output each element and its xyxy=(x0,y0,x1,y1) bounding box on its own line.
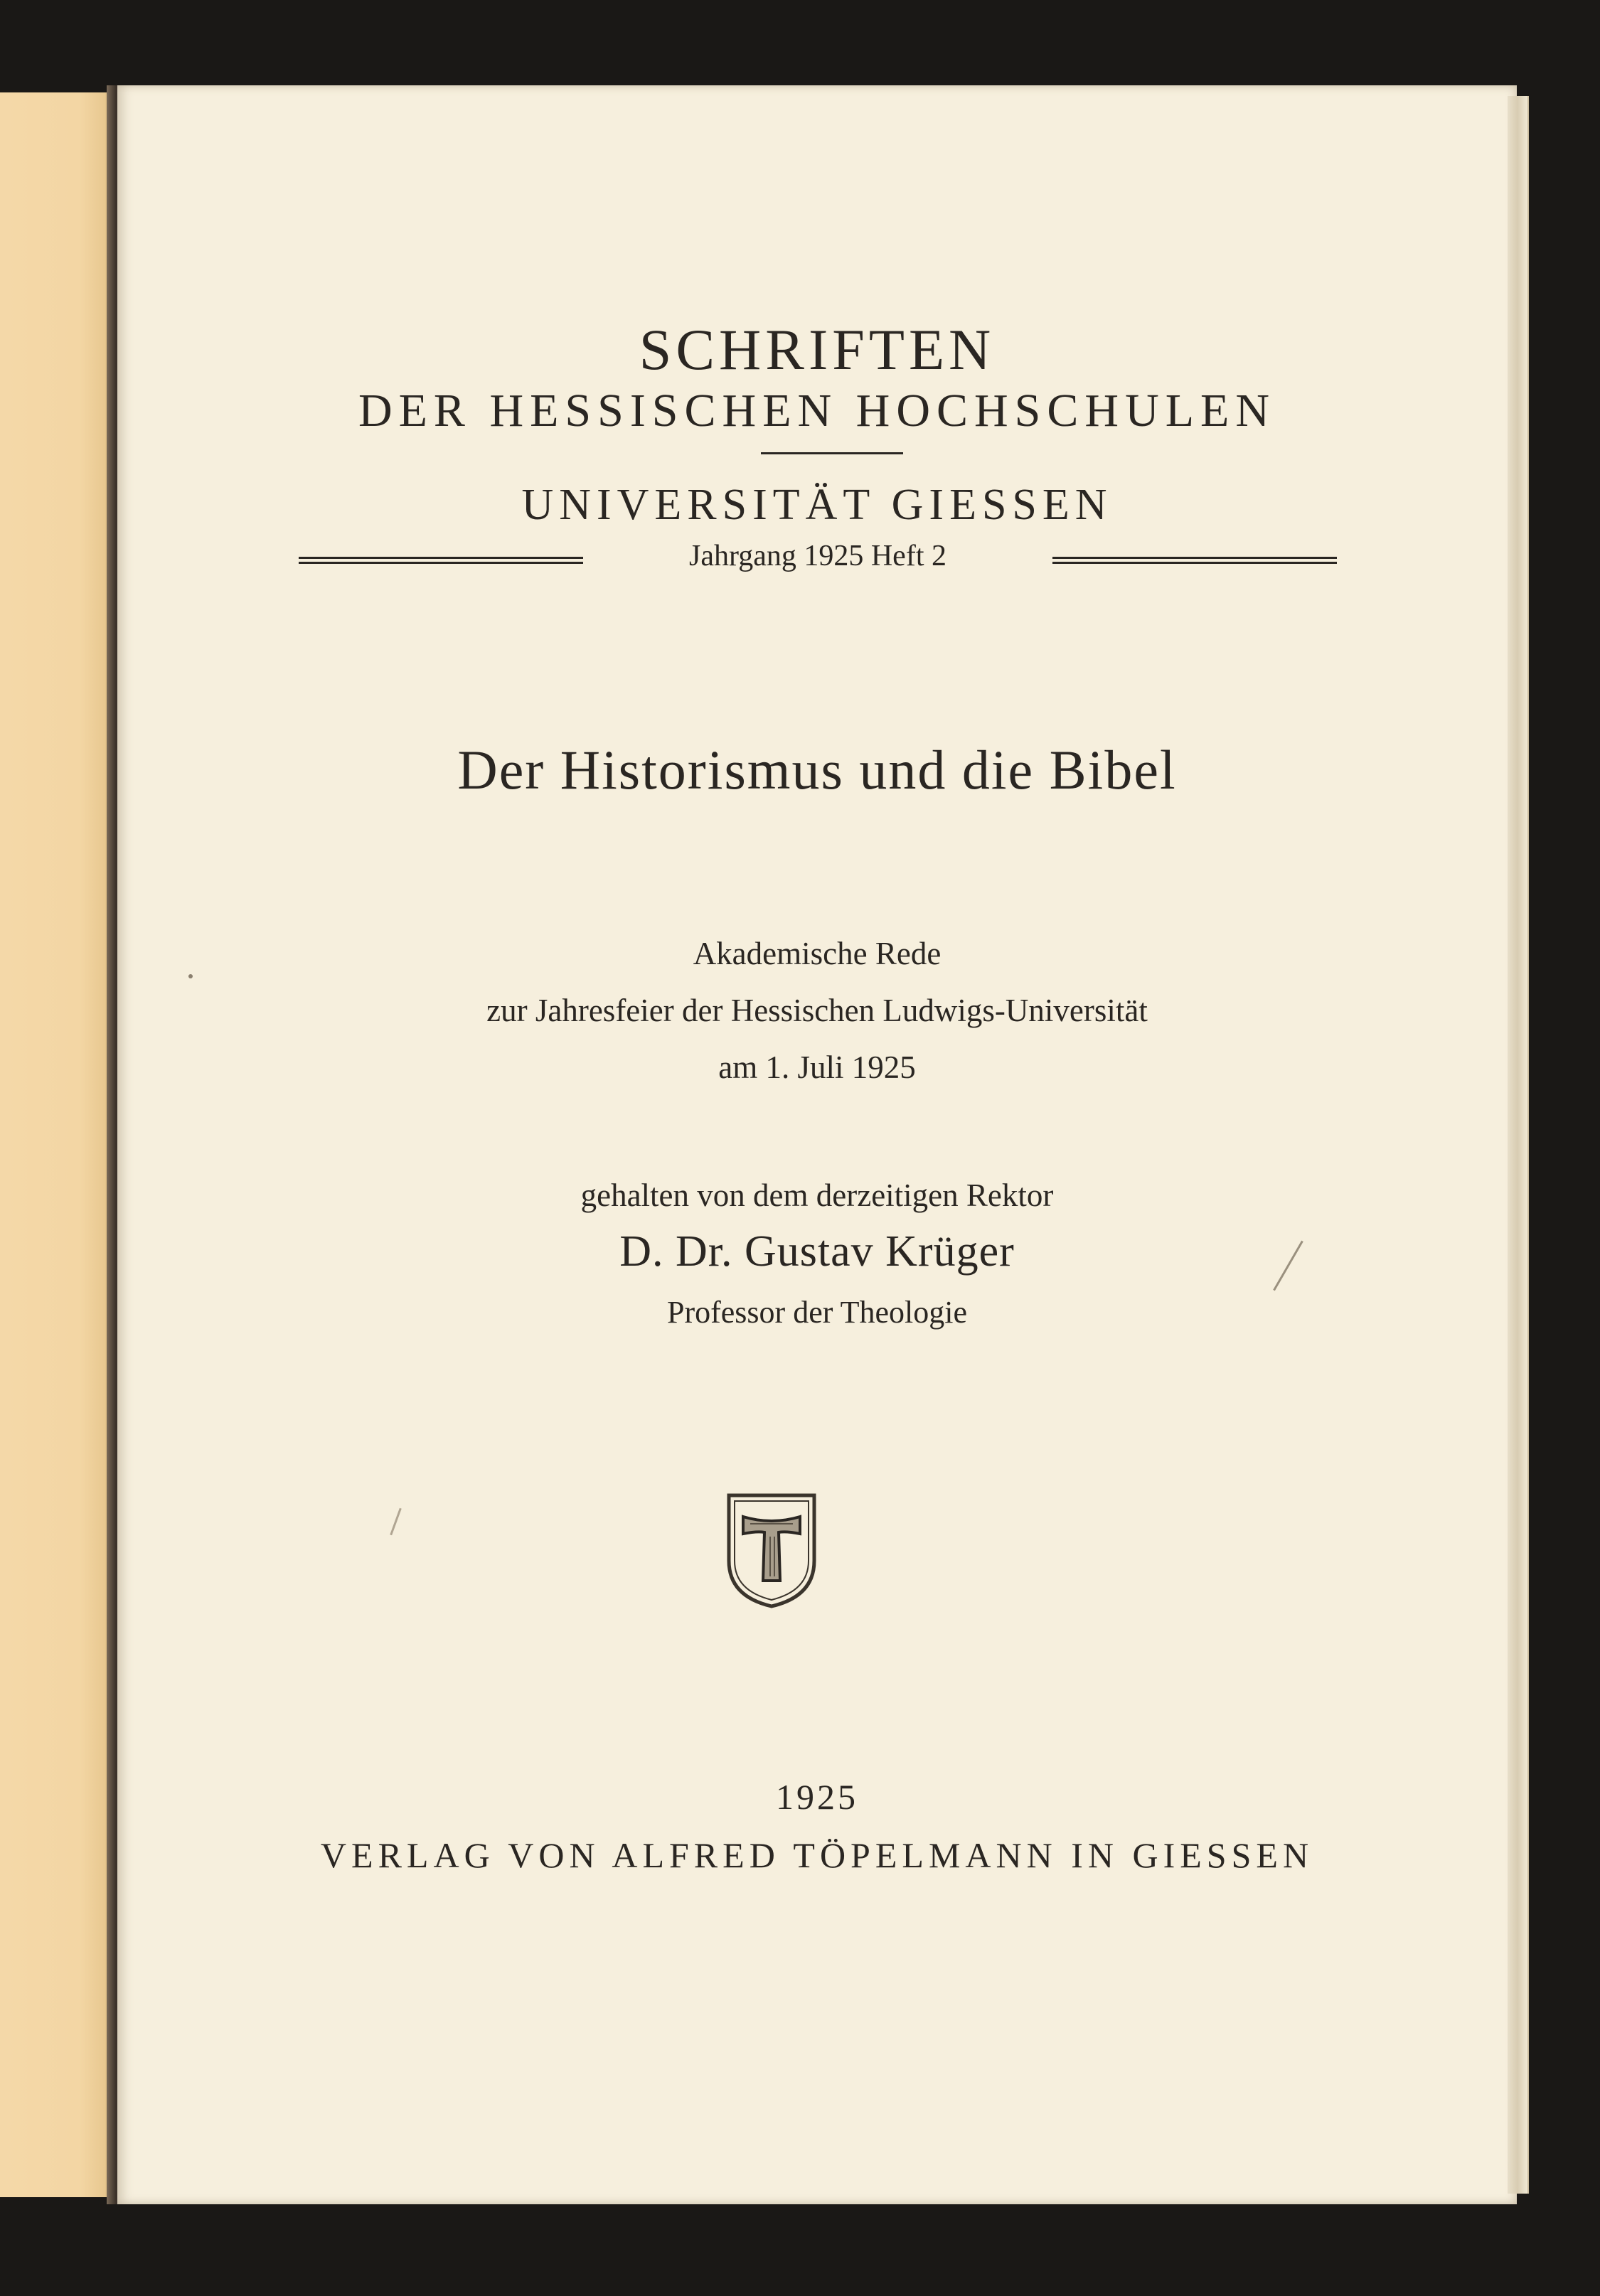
thin-divider xyxy=(761,452,903,454)
author-name: D. Dr. Gustav Krüger xyxy=(619,1227,1015,1276)
author-role: Professor der Theologie xyxy=(667,1295,967,1330)
title-page-content xyxy=(117,85,1517,2204)
main-title: Der Historismus und die Bibel xyxy=(457,739,1177,801)
tau-cross-shield-icon xyxy=(722,1490,821,1611)
held-by-line: gehalten von dem derzeitigen Rektor xyxy=(580,1178,1054,1213)
university-name: UNIVERSITÄT GIESSEN xyxy=(521,481,1113,529)
series-subtitle: DER HESSISCHEN HOCHSCHULEN xyxy=(358,385,1276,437)
issue-label: Jahrgang 1925 Heft 2 xyxy=(689,540,946,572)
speech-line-1: Akademische Rede xyxy=(693,936,942,971)
tau-cross xyxy=(743,1517,800,1581)
series-title: SCHRIFTEN xyxy=(639,317,996,382)
publisher: VERLAG VON ALFRED TÖPELMANN IN GIESSEN xyxy=(320,1835,1314,1875)
double-rule-right xyxy=(1052,557,1337,564)
publication-year: 1925 xyxy=(776,1777,858,1817)
speech-line-2: zur Jahresfeier der Hessischen Ludwigs-Universität xyxy=(486,993,1148,1028)
speech-line-3: am 1. Juli 1925 xyxy=(718,1050,916,1085)
paper-speck xyxy=(188,974,193,978)
issue-row xyxy=(299,539,1337,582)
left-facing-page xyxy=(0,92,114,2197)
